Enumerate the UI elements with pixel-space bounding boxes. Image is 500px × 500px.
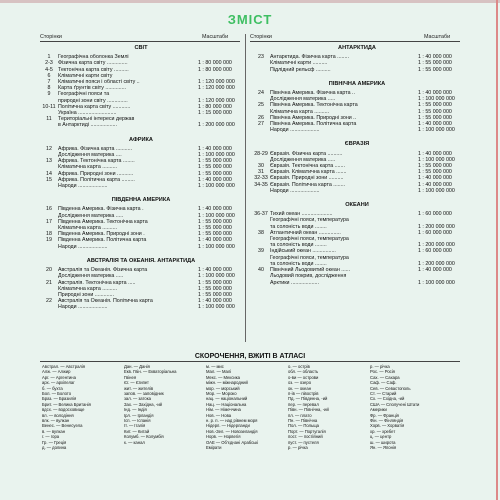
entry-page: 7: [47, 79, 51, 86]
entry-scale: 1 : 40 000 000: [198, 176, 232, 183]
abbreviation-entry: Браз. — Бразилія: [42, 396, 77, 402]
abbreviations-column: [370, 364, 419, 451]
entry-title: Народи ....................: [270, 187, 320, 194]
entry-page: 8: [47, 85, 51, 92]
entry-title: Природні зони .............: [58, 291, 114, 298]
page-title: ЗМІСТ: [227, 12, 273, 27]
abbreviation-entry: Брит. — Велика Британія: [42, 401, 91, 407]
entry-page: 18: [46, 231, 52, 238]
entry-title: Кліматичні карти світу: [58, 72, 113, 79]
entry-page: 34-35: [254, 181, 268, 188]
entry-scale: 1 : 40 000 000: [418, 181, 452, 188]
entry-title: в Антарктиді ..................: [58, 122, 117, 129]
entry-title: Австралія та Океанія. Політична карта: [58, 298, 153, 305]
right-scale-header: Масштаби: [424, 34, 451, 40]
entry-scale: 1 : 55 000 000: [198, 285, 232, 292]
entry-page: 38: [258, 229, 264, 236]
right-header-divider: [250, 41, 460, 42]
entry-title: Євразія. Природні зони ..........: [270, 175, 344, 182]
section-heading: ЄВРАЗІЯ: [344, 141, 370, 148]
section-heading: АФРИКА: [129, 136, 153, 143]
contents-entry[interactable]: [40, 304, 242, 310]
entry-title: Африка. Природні зони ...........: [58, 170, 134, 177]
entry-title: Південна Америка. Фізична карта .: [58, 206, 144, 213]
abbreviation-entry: Сах. — Сахара: [370, 374, 400, 380]
entry-title: Народи ....................: [58, 304, 108, 311]
abbreviation-entry: м. — мис: [206, 364, 224, 369]
entry-title: Північний Льодовитий океан ......: [270, 267, 351, 274]
entry-page: 40: [258, 267, 264, 274]
entry-title: та солоність води ........: [270, 260, 327, 267]
entry-title: Північна Америка. Тектонічна карта: [270, 102, 358, 109]
abbreviation-entry: Півн. — Північна, -ий: [288, 407, 329, 413]
entry-title: Україна ..........................: [58, 110, 117, 117]
abbreviation-entry: Пд. — Південна, -ий: [288, 396, 328, 402]
entry-scale: 1 : 55 000 000: [418, 169, 452, 176]
contents-entry[interactable]: [252, 280, 462, 286]
abbreviation-entry: вл. — володіння: [42, 412, 74, 418]
entry-title: Євразія. Політична карта ........: [270, 181, 346, 188]
entry-title: Кліматична карта ..........: [58, 285, 118, 292]
entry-title: Кліматична карта ..........: [58, 225, 118, 232]
contents-entry[interactable]: [40, 244, 242, 250]
entry-page: 32-33: [254, 175, 268, 182]
entry-title: Дослідження материка .....: [270, 156, 336, 163]
entry-scale: 1 : 100 000 000: [418, 187, 455, 194]
entry-title: та солоність води ........: [270, 223, 327, 230]
contents-entry[interactable]: [252, 67, 462, 73]
entry-scale: 1 : 40 000 000: [198, 298, 232, 305]
abbreviation-entry: г. — гора: [42, 434, 60, 440]
abbreviation-entry: Нідерл. — Нідерланди: [206, 423, 250, 429]
abbreviation-entry: Сх. — Східна, -ий: [370, 396, 405, 402]
abbreviation-entry: пл. — плато: [288, 412, 312, 418]
entry-scale: 1 : 55 000 000: [198, 225, 232, 232]
entry-title: Африка. Фізична карта ...........: [58, 145, 133, 152]
abbreviation-entry: о-ви — острови: [288, 374, 319, 380]
entry-scale: 1 : 100 000 000: [418, 127, 455, 134]
abbreviations-title: СКОРОЧЕННЯ, ВЖИТІ В АТЛАСІ: [194, 353, 306, 360]
right-contents-column: [252, 43, 462, 286]
entry-scale: 1 : 40 000 000: [418, 90, 452, 97]
entry-scale: 1 : 100 000 000: [198, 212, 235, 219]
abbreviation-entry: вдсх. — водосховище: [42, 407, 85, 413]
entry-page: 4-5: [45, 66, 53, 73]
abbreviation-entry: ш. — широта: [370, 439, 396, 445]
entry-page: 28-29: [254, 150, 268, 157]
entry-scale: 1 : 100 000 000: [198, 304, 235, 311]
entry-title: Африка. Тектонічна карта ........: [58, 158, 135, 165]
abbreviation-entry: Хорв. — Хорватія: [370, 423, 405, 429]
entry-page: 1: [47, 54, 51, 61]
entry-page: 30: [258, 163, 264, 170]
abbreviation-entry: оз. — озеро: [288, 380, 312, 386]
entry-title: Кліматичні пояси і області світу ..: [58, 79, 140, 86]
entry-scale: 1 : 40 000 000: [198, 145, 232, 152]
entry-page: 19: [46, 237, 52, 244]
entry-title: Австралія та Океанія. Фізична карта: [58, 267, 148, 274]
abbreviation-entry: Порт. — Португалія: [288, 428, 326, 434]
entry-scale: 1 : 40 000 000: [418, 267, 452, 274]
abbreviation-entry: Рос. — Росія: [370, 369, 395, 375]
entry-title: Політична карта світу ............: [58, 103, 131, 110]
entry-title: Антарктида. Фізична карта ........: [270, 54, 349, 61]
section-gap: [252, 133, 462, 139]
entry-title: Південна Америка. Природні зони .: [58, 231, 145, 238]
entry-scale: 1 : 55 000 000: [198, 164, 232, 171]
entry-scale: 1 : 40 000 000: [418, 150, 452, 157]
entry-title: Народи ....................: [58, 243, 108, 250]
abbreviation-entry: Іт. — Італія: [124, 423, 146, 429]
abbreviation-entry: Гвінея: [124, 374, 137, 380]
entry-scale: 1 : 55 000 000: [198, 158, 232, 165]
entry-scale: 1 : 120 000 000: [198, 97, 235, 104]
abbreviation-entry: Колумб. — Колумбія: [124, 434, 164, 440]
entry-scale: 1 : 40 000 000: [418, 175, 452, 182]
entry-page: 20: [46, 267, 52, 274]
left-header-divider: [40, 41, 240, 42]
entry-page: 27: [258, 121, 264, 128]
abbreviation-entry: Австрал. — Австралія: [42, 364, 86, 369]
abbreviation-entry: р. — річка: [370, 364, 390, 369]
entry-page: 9: [47, 91, 51, 98]
entry-scale: 1 : 40 000 000: [198, 267, 232, 274]
section-heading: ОКЕАНИ: [345, 202, 369, 209]
entry-title: Географічні пояси, температура: [270, 254, 349, 261]
abbreviation-entry: Фін. — Фінляндія: [370, 418, 404, 424]
entry-page: 21: [46, 279, 52, 286]
abbreviation-entry: пер. — перевал: [288, 401, 319, 407]
entry-scale: 1 : 55 000 000: [418, 163, 452, 170]
entry-title: Географічні пояси, температура: [270, 217, 349, 224]
entry-scale: 1 : 55 000 000: [418, 108, 452, 115]
entry-page: 22: [46, 298, 52, 305]
entry-scale: 1 : 200 000 000: [418, 223, 455, 230]
abbreviation-entry: Екв. Гвін. — Екваторіальна: [124, 369, 177, 375]
abbreviations-column: [42, 364, 91, 451]
abbreviation-entry: жит. — жителів: [124, 385, 154, 391]
abbreviation-entry: Нов. — Нова: [206, 412, 232, 418]
entry-title: Льодовий покрив, дослідження: [270, 273, 347, 280]
entry-scale: 1 : 40 000 000: [198, 237, 232, 244]
contents-entry[interactable]: [252, 127, 462, 133]
entry-scale: 1 : 120 000 000: [198, 79, 235, 86]
entry-scale: 1 : 55 000 000: [198, 279, 232, 286]
entry-scale: 1 : 55 000 000: [418, 60, 452, 67]
abbreviation-entry: Пн. — Північна: [288, 418, 318, 424]
contents-entry[interactable]: [252, 188, 462, 194]
entry-title: Географічна оболонка Землі: [58, 54, 129, 61]
abbreviation-entry: Нім. — Німеччина: [206, 407, 241, 413]
abbreviations-column: [288, 364, 329, 451]
abbreviation-entry: Ст. — Старий: [370, 391, 397, 397]
entry-title: Африка. Політична карта .........: [58, 176, 135, 183]
entry-title: Фізична карта світу ..............: [58, 60, 128, 67]
right-pages-header: Сторінки: [250, 34, 272, 40]
entry-title: Географічні пояси та: [58, 91, 110, 98]
entry-scale: 1 : 55 000 000: [198, 170, 232, 177]
section-heading: ПІВДЕННА АМЕРИКА: [111, 197, 171, 204]
section-gap: [252, 194, 462, 200]
entry-page: 11: [46, 116, 52, 123]
entry-scale: 1 : 200 000 000: [198, 122, 235, 129]
entry-page: 24: [258, 90, 264, 97]
abbreviation-entry: нац. — національний: [206, 396, 248, 402]
right-border: [496, 0, 498, 500]
entry-scale: 1 : 55 000 000: [198, 231, 232, 238]
abbreviation-entry: Мал. — Малі: [206, 369, 232, 375]
entry-page: 23: [258, 54, 264, 61]
abbreviation-entry: США — Сполучені Штати: [370, 401, 420, 407]
entry-page: 10-11: [42, 103, 56, 110]
entry-page: 12: [46, 145, 52, 152]
section-gap: [40, 189, 242, 195]
entry-scale: 1 : 200 000 000: [418, 242, 455, 249]
entry-page: 14: [46, 170, 52, 177]
abbreviation-entry: Зах. — Західна, -ий: [124, 401, 162, 407]
entry-title: Територіальні інтереси держав: [58, 116, 135, 123]
entry-scale: 1 : 100 000 000: [198, 152, 235, 159]
abbreviation-entry: Норв. — Норвегія: [206, 434, 241, 440]
abbreviation-entry: Америки: [370, 407, 387, 413]
abbreviation-entry: в. — вулкан: [42, 428, 66, 434]
abbreviation-entry: Бол. — Болото: [42, 391, 72, 397]
entry-title: Кліматична карта ..........: [58, 164, 118, 171]
entry-title: Народи ....................: [270, 127, 320, 134]
section-heading: СВІТ: [134, 45, 148, 51]
abbreviation-entry: о. — острів: [288, 364, 310, 369]
entry-title: Тихий океан .....................: [270, 211, 333, 218]
entry-page: 16: [46, 206, 52, 213]
entry-page: 2-3: [45, 60, 53, 67]
entry-title: Кліматичні карти ..........: [270, 60, 328, 67]
abbreviation-entry: Алж. — Алжир: [42, 369, 71, 375]
top-border: [0, 0, 500, 3]
entry-title: Південна Америка. Тектонічна карта: [58, 218, 148, 225]
abbreviation-entry: ок. — океан: [288, 385, 312, 391]
left-scale-header: Масштаби: [202, 34, 229, 40]
entry-page: 15: [46, 176, 52, 183]
column-divider: [245, 34, 246, 342]
entry-title: Євразія. Тектонічна карта .......: [270, 163, 345, 170]
abbreviation-entry: ц. — центр: [370, 434, 392, 440]
contents-entry[interactable]: [40, 183, 242, 189]
section-heading: ПІВНІЧНА АМЕРИКА: [328, 80, 386, 87]
entry-scale: 1 : 60 000 000: [418, 211, 452, 218]
abbreviation-entry: Дан. — Данія: [124, 364, 150, 369]
entry-title: Південна Америка. Політична карта: [58, 237, 147, 244]
abbreviation-entry: Мор. — Мороко: [206, 391, 237, 397]
entry-page: 13: [46, 158, 52, 165]
left-contents-column: [40, 43, 242, 311]
entry-title: Північна Америка. Політична карта: [270, 121, 357, 128]
contents-entry[interactable]: [40, 122, 242, 128]
abbreviation-entry: пост. — постійний: [288, 434, 323, 440]
entry-title: Євразія. Фізична карта ..........: [270, 150, 343, 157]
entry-page: 26: [258, 114, 264, 121]
section-gap: [40, 129, 242, 135]
entry-title: природні зони світу ..............: [58, 97, 128, 104]
entry-title: Народи ....................: [58, 183, 108, 190]
entry-scale: 1 : 55 000 000: [198, 291, 232, 298]
entry-title: Євразія. Кліматична карта .......: [270, 169, 347, 176]
abbreviations-column: [206, 364, 258, 451]
abbreviation-entry: п-ів — півострів: [288, 391, 319, 397]
section-heading: АВСТРАЛІЯ ТА ОКЕАНІЯ. АНТАРКТИДА: [86, 257, 196, 264]
entry-title: Індійський океан ................: [270, 248, 336, 255]
entry-scale: 1 : 200 000 000: [418, 260, 455, 267]
entry-title: Австралія. Тектонічна карта .....: [58, 279, 136, 286]
abbreviation-entry: Нов.-Зел. — Новозеландія: [206, 428, 258, 434]
abbreviation-entry: Арг. — Аргентина: [42, 374, 76, 380]
entry-scale: 1 : 55 000 000: [198, 218, 232, 225]
entry-scale: 1 : 120 000 000: [198, 85, 235, 92]
entry-scale: 1 : 15 000 000: [198, 110, 232, 117]
entry-title: Дослідження материка .....: [58, 212, 124, 219]
abbreviation-entry: р. — річка: [288, 445, 308, 451]
abbreviation-entry: Ян. — Японія: [370, 445, 397, 451]
abbreviation-entry: н. р. п. — над рівнем моря: [206, 418, 258, 424]
abbreviation-entry: к. — канал: [124, 439, 145, 445]
abbreviation-entry: Емірати: [206, 445, 222, 451]
abbreviation-entry: хр. — хребет: [370, 428, 396, 434]
entry-scale: 1 : 40 000 000: [198, 206, 232, 213]
entry-title: та солоність води ........: [270, 242, 327, 249]
abbreviation-entry: міжн. — міжнародний: [206, 380, 248, 386]
abbreviations-divider: [40, 361, 460, 362]
abbreviation-entry: Ірл. — Ірландія: [124, 412, 154, 418]
abbreviation-entry: обл. — область: [288, 369, 319, 375]
abbreviation-entry: запов. — заповідник: [124, 391, 164, 397]
abbreviation-entry: Мекс. — Мексика: [206, 374, 240, 380]
abbreviation-entry: Ісп. — Іспанія: [124, 418, 151, 424]
abbreviation-entry: ОАЕ — Об'єднані Арабські: [206, 439, 259, 445]
entry-scale: 1 : 100 000 000: [418, 279, 455, 286]
entry-title: Атлантичний океан ...............: [270, 229, 341, 236]
abbreviation-entry: Саф. — Саф.: [370, 380, 397, 386]
abbreviation-entry: Єг. — Єгипет: [124, 380, 149, 386]
entry-scale: 1 : 100 000 000: [198, 273, 235, 280]
entry-scale: 1 : 100 000 000: [418, 156, 455, 163]
entry-page: 6: [47, 72, 51, 79]
entry-title: Підлідний рельєф ..........: [270, 66, 331, 73]
entry-title: Дослідження материка .....: [58, 273, 124, 280]
entry-page: 39: [258, 248, 264, 255]
abbreviation-entry: Фр. — Франція: [370, 412, 399, 418]
entry-scale: 1 : 55 000 000: [418, 114, 452, 121]
entry-scale: 1 : 80 000 000: [198, 60, 232, 67]
entry-scale: 1 : 100 000 000: [418, 96, 455, 103]
abbreviation-entry: Гр. — Греція: [42, 439, 67, 445]
abbreviation-entry: пуст. — пустеля: [288, 439, 319, 445]
entry-page: 31: [258, 169, 264, 176]
entry-page: 25: [258, 102, 264, 109]
abbreviation-entry: Венес. — Венесуела: [42, 423, 83, 429]
abbreviations-column: [124, 364, 176, 445]
entry-title: Кліматична карта ..........: [270, 108, 330, 115]
abbreviation-entry: д. — долина: [42, 445, 67, 451]
section-heading: АНТАРКТИДА: [338, 45, 376, 51]
entry-scale: 1 : 80 000 000: [198, 66, 232, 73]
abbreviation-entry: Сев. — Севастополь: [370, 385, 411, 391]
abbreviation-entry: зал. — затока: [124, 396, 151, 402]
entry-scale: 1 : 60 000 000: [418, 248, 452, 255]
abbreviation-entry: мор. — морський: [206, 385, 240, 391]
abbreviation-entry: Пол. — Польща: [288, 423, 320, 429]
entry-title: Географічні пояси, температура: [270, 236, 349, 243]
entry-page: 36-37: [254, 211, 268, 218]
entry-scale: 1 : 55 000 000: [418, 66, 452, 73]
entry-title: Карта ґрунтів світу ..............: [58, 85, 127, 92]
entry-title: Дослідження материка ....: [58, 152, 122, 159]
entry-title: Тектонічна карта світу ..........: [58, 66, 129, 73]
abbreviation-entry: арх. — архіпелаг: [42, 380, 75, 386]
entry-title: Північна Америка. Природні зони ..: [270, 114, 357, 121]
entry-scale: 1 : 40 000 000: [418, 54, 452, 61]
abbreviation-entry: Інд. — Індія: [124, 407, 147, 413]
entry-title: Дослідження материка .....: [270, 96, 336, 103]
entry-scale: 1 : 55 000 000: [418, 102, 452, 109]
abbreviation-entry: Нац. — Національна: [206, 401, 247, 407]
section-gap: [40, 250, 242, 256]
entry-scale: 1 : 100 000 000: [198, 243, 235, 250]
entry-page: 17: [46, 218, 52, 225]
abbreviation-entry: влк. — вулкан: [42, 418, 70, 424]
entry-scale: 1 : 80 000 000: [198, 103, 232, 110]
section-gap: [252, 73, 462, 79]
entry-title: Арктики ...................: [270, 279, 319, 286]
abbreviation-entry: б. — бухта: [42, 385, 63, 391]
entry-scale: 1 : 40 000 000: [418, 121, 452, 128]
entry-scale: 1 : 60 000 000: [418, 229, 452, 236]
left-pages-header: Сторінки: [40, 34, 62, 40]
entry-scale: 1 : 100 000 000: [198, 183, 235, 190]
abbreviation-entry: Кит. — Китай: [124, 428, 150, 434]
entry-title: Північна Америка. Фізична карта ..: [270, 90, 355, 97]
